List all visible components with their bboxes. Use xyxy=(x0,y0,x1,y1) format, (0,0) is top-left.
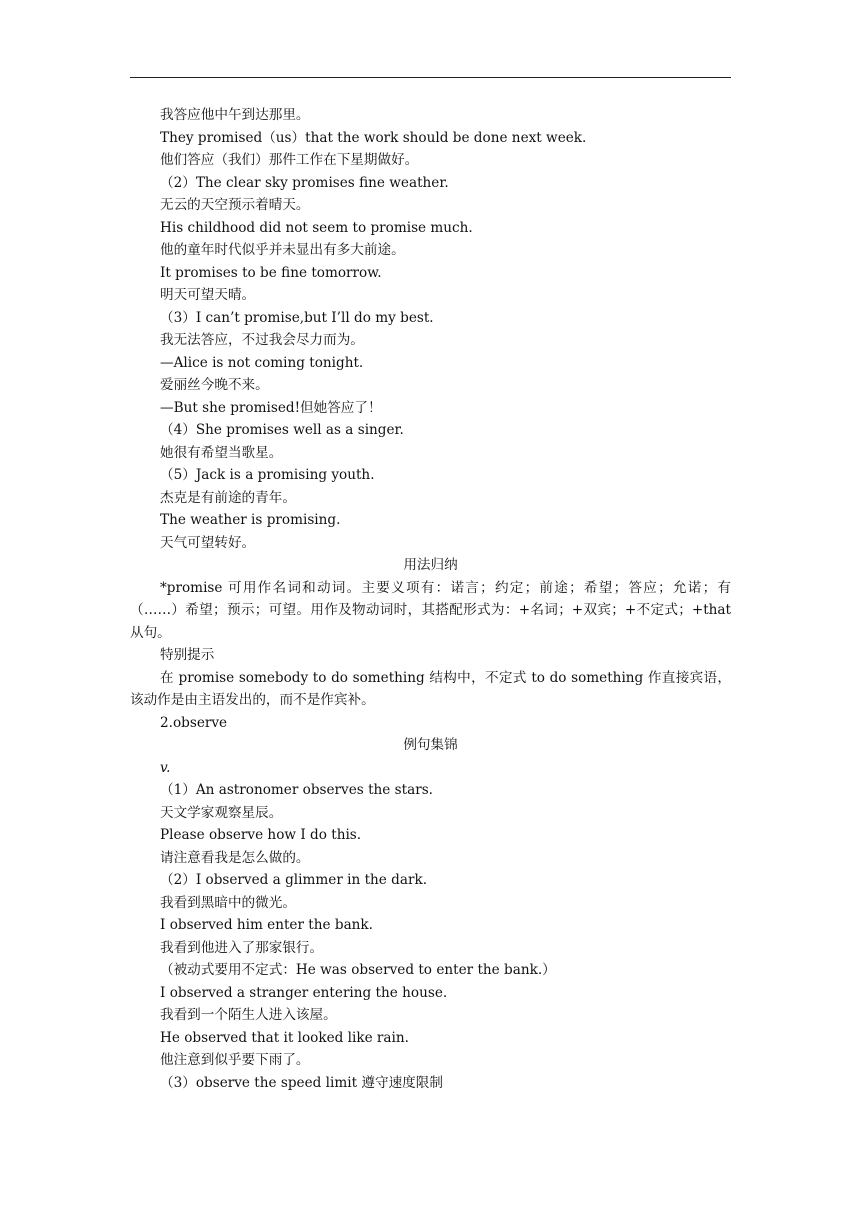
text-line: 我看到一个陌生人进入该屋。 xyxy=(160,1007,337,1023)
text-line: I observed him enter the bank. xyxy=(160,917,373,933)
text-line: 天气可望转好。 xyxy=(160,534,256,551)
text-line: They promised（us）that the work should be done next week. xyxy=(160,129,587,146)
entry-heading-observe: 2.observe xyxy=(160,714,228,731)
text-line: （3）observe the speed limit 遵守速度限制 xyxy=(160,1074,443,1091)
text-line: —Alice is not coming tonight. xyxy=(160,354,364,371)
tip-paragraph xyxy=(130,667,731,712)
section-heading-usage: 用法归纳 xyxy=(403,557,458,573)
document-body xyxy=(130,104,731,1094)
text-line: —But she promised!但她答应了！ xyxy=(160,399,382,416)
usage-paragraph xyxy=(130,577,731,645)
header-rule xyxy=(130,77,731,78)
text-line: （被动式要用不定式：He was observed to enter the bank.） xyxy=(160,962,556,978)
text-line: 我答应他中午到达那里。 xyxy=(160,107,310,123)
text-line: （4）She promises well as a singer. xyxy=(160,422,404,438)
text-line: 天文学家观察星辰。 xyxy=(160,804,283,821)
text-line: I observed a stranger entering the house. xyxy=(160,984,448,1001)
text-line: 我看到他进入了那家银行。 xyxy=(160,939,324,956)
text-line: （2）The clear sky promises fine weather. xyxy=(160,174,449,191)
subheading-special-tip: 特别提示 xyxy=(160,647,215,663)
text-line: （5）Jack is a promising youth. xyxy=(160,467,375,483)
text-line: The weather is promising. xyxy=(160,512,341,528)
text-line: 请注意看我是怎么做的。 xyxy=(160,849,310,866)
text-line: 他们答应（我们）那件工作在下星期做好。 xyxy=(160,152,419,168)
text-line: 明天可望天晴。 xyxy=(160,287,256,303)
text-line: 无云的天空预示着晴天。 xyxy=(160,197,310,213)
text-line: （2）I observed a glimmer in the dark. xyxy=(160,872,428,888)
tip-text: 在 promise somebody to do something 结构中，不定式 to do something 作直接宾语，该动作是由主语发出的，而不是作宾补。 xyxy=(130,669,731,708)
text-line: （1）An astronomer observes the stars. xyxy=(160,782,433,798)
text-line: （3）I can’t promise,but I’ll do my best. xyxy=(160,309,434,326)
text-line: 他注意到似乎要下雨了。 xyxy=(160,1052,310,1068)
text-line: Please observe how I do this. xyxy=(160,827,362,843)
text-line: It promises to be fine tomorrow. xyxy=(160,264,382,281)
section-heading-examples: 例句集锦 xyxy=(403,737,458,753)
usage-text: *promise 可用作名词和动词。主要义项有：诺言；约定；前途；希望；答应；允诺；有（……）希望；预示；可望。用作及物动词时，其搭配形式为：+名词；+双宾；+不定式；+that 从句。 xyxy=(130,579,731,641)
text-line: His childhood did not seem to promise much. xyxy=(160,219,473,236)
text-line: 爱丽丝今晚不来。 xyxy=(160,377,269,393)
text-line: 她很有希望当歌星。 xyxy=(160,444,283,461)
text-line: 我无法答应，不过我会尽力而为。 xyxy=(160,332,364,348)
text-line: 我看到黑暗中的微光。 xyxy=(160,894,296,911)
part-of-speech-label: v. xyxy=(160,759,171,776)
text-line: 他的童年时代似乎并未显出有多大前途。 xyxy=(160,242,405,258)
text-line: He observed that it looked like rain. xyxy=(160,1029,409,1046)
text-line: 杰克是有前途的青年。 xyxy=(160,489,296,506)
